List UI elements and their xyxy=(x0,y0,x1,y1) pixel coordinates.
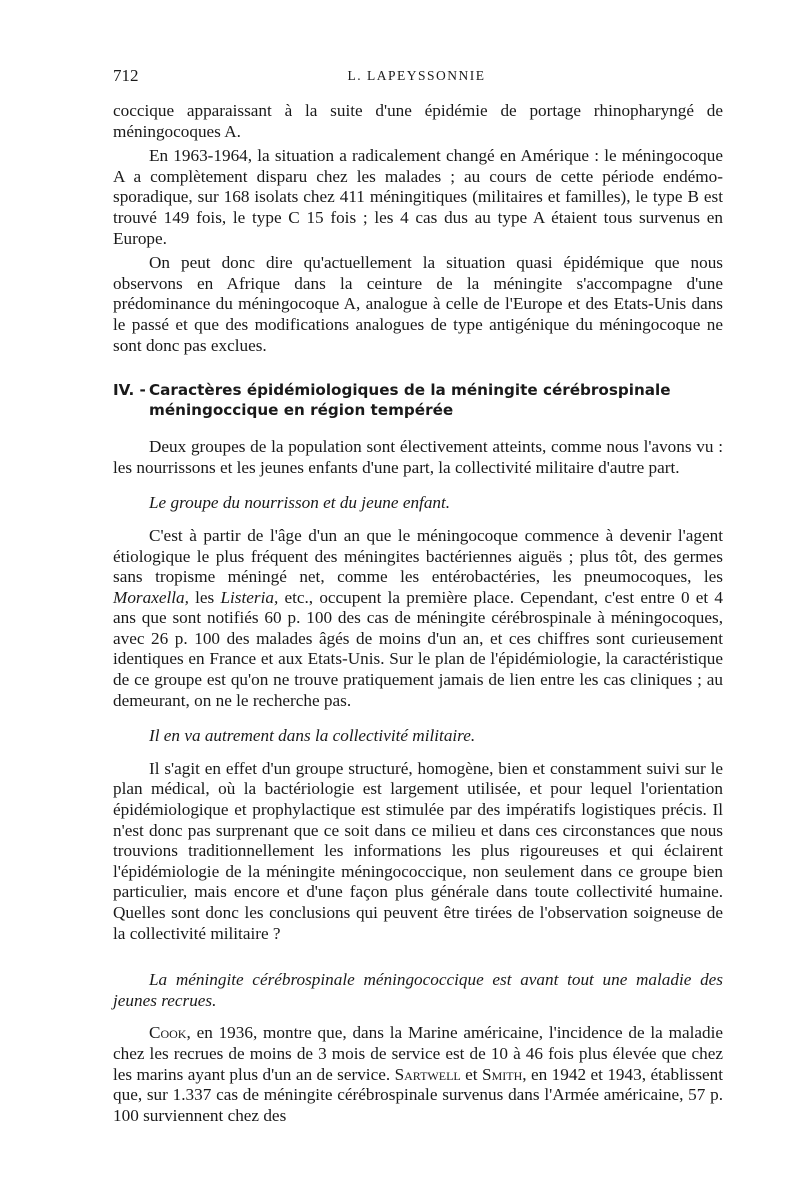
paragraph-conclusion: On peut donc dire qu'actuellement la situation quasi épidémique que nous observons en Afrique dans la ceinture de la méningite s'accompagne d'une prédominance du méningocoque A, analogue à celle de l'Europe et des Etats-Unis dans le passé et que des modifications analogues de type antigénique du méningocoque ne sont donc pas exclues. xyxy=(113,253,723,355)
section-heading xyxy=(113,380,723,420)
paragraph-militaire: Il s'agit en effet d'un groupe structuré, homogène, bien et constamment suivi sur le plan médical, où la bactériologie est largement utilisée, et pour lequel l'orientation épidémiologique et prophylactique est stimulée par des impératifs logistiques précis. Il n'est donc pas surprenant que ce soit dans ce milieu et dans ces circonstances que nous trouvions traditionnellement les informations les plus rigoureuses et qui éclairent l'épidémiologie de la méningite méningococcique, non seulement dans ce groupe bien particulier, mais encore et d'une façon plus générale dans toute collectivité humaine. Quelles sont donc les conclusions qui peuvent être tirées de l'observation soigneuse de la collectivité militaire ? xyxy=(113,758,723,943)
text-span: C'est à partir de l'âge d'un an que le méningocoque commence à devenir l'agent étiologique le plus fréquent des méningites bactériennes aiguës ; plus tôt, des germes sans tropisme méningé net, comme les entérobactéries, les pneumocoques, les xyxy=(113,525,723,587)
section-title: Caractères épidémiologiques de la méningite cérébrospinale méningoccique en région tempérée xyxy=(149,381,671,420)
paragraph-nourrisson xyxy=(113,526,723,711)
subheading-militaire: Il en va autrement dans la collectivité militaire. xyxy=(149,726,476,746)
author-smith: Smith xyxy=(482,1064,523,1084)
subheading-recrues: La méningite cérébrospinale méningococcique est avant tout une maladie des jeunes recrues. xyxy=(113,970,723,1010)
section-number: IV. - xyxy=(113,381,146,400)
paragraph-cook xyxy=(113,1023,723,1126)
author-cook: Cook xyxy=(149,1023,187,1043)
page-number: 712 xyxy=(113,66,139,85)
italic-listeria: Listeria, xyxy=(220,587,279,607)
page-header xyxy=(113,66,720,90)
italic-moraxella: Moraxella, xyxy=(113,587,189,607)
text-span: , en 1936, montre que, dans la Marine américaine, l'incidence de la maladie chez les recrues de moins de 3 mois de service est de 10 à 46 fois plus élevée que chez les marins ayant plus d'un an de service. xyxy=(113,1023,723,1084)
text-span: les xyxy=(188,587,221,607)
subheading-nourrisson: Le groupe du nourrisson et du jeune enfant. xyxy=(149,493,451,513)
running-head: L. LAPEYSSONNIE xyxy=(347,68,486,83)
body-text xyxy=(113,101,723,1126)
paragraph-continuation: coccique apparaissant à la suite d'une épidémie de portage rhinopharyngé de méningocoques A. xyxy=(113,101,723,141)
author-sartwell: Sartwell xyxy=(394,1064,461,1084)
text-span: , en 1942 et 1943, établissent que, sur 1.337 cas de méningite cérébrospinale survenus dans l'Armée américaine, 57 p. 100 surviennent chez des xyxy=(113,1064,724,1125)
text-span: et xyxy=(460,1064,483,1084)
paragraph-groups: Deux groupes de la population sont électivement atteints, comme nous l'avons vu : les nourrissons et les jeunes enfants d'une part, la collectivité militaire d'autre part. xyxy=(113,437,723,477)
text-span: etc., occupent la première place. Cependant, c'est entre 0 et 4 ans que sont notifiés 60 p. 100 des cas de méningite cérébrospinale à méningocoques, avec 26 p. 100 des malades âgés de moins d'un an, et ces chiffres sont curieusement identiques en France et aux Etats-Unis. Sur le plan de l'épidémiologie, la caractéristique de ce groupe est qu'on ne trouve pratiquement jamais de lien entre les cas cliniques ; au demeurant, on ne le recherche pas. xyxy=(113,587,724,710)
paragraph-1963: En 1963-1964, la situation a radicalement changé en Amérique : le méningocoque A a complètement disparu chez les malades ; au cours de cette période endémo-sporadique, sur 168 isolats chez 411 méningitiques (militaires et familles), le type B est trouvé 149 fois, le type C 15 fois ; les 4 cas dus au type A étaient tous survenus en Europe. xyxy=(113,146,723,248)
